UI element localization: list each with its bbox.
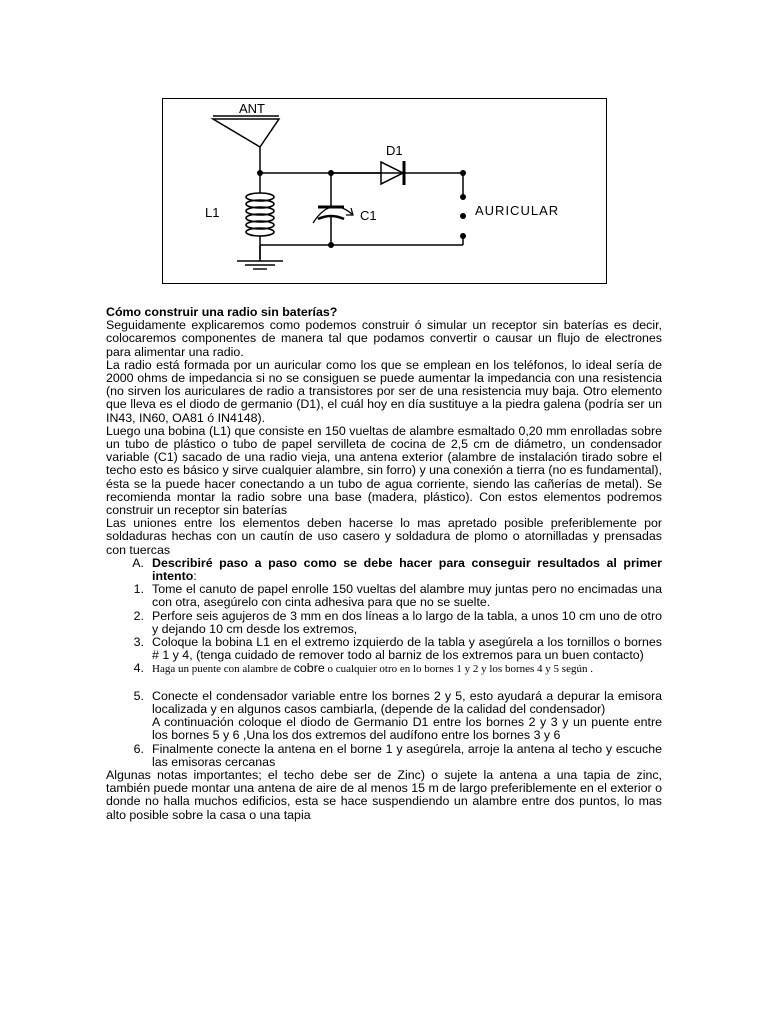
- label-c1: C1: [360, 208, 377, 223]
- step-text: Coloque la bobina L1 en el extremo izquierdo de la tabla y asegúrela a los tornillos o bornes # 1 y 4, (tenga cuidado de remover todo al barniz de los extremos para un buen contacto): [152, 635, 662, 663]
- document-title: Cómo construir una radio sin baterías?: [106, 305, 338, 319]
- step-text: Haga un puente con alambre de: [152, 663, 294, 676]
- list-marker: 2.: [133, 608, 144, 623]
- paragraph-notes: Algunas notas importantes; el techo debe ser de Zinc) o sujete la antena a una tapia de zinc, también puede montar una antena de aire de al menos 15 m de largo preferiblemente en el exterior o donde no halla muchos edificios, esta se hace suspendiendo un alambre entre dos puntos, lo mas alto posible sobre la casa o una tapia: [106, 767, 662, 822]
- list-item: [106, 743, 662, 769]
- circuit-schematic: [163, 99, 608, 285]
- step-text: o cualquier otro en lo bornes 1 y 2 y los bornes 4 y 5 según .: [324, 663, 593, 676]
- paragraph-joints: Las uniones entre los elementos deben hacerse lo mas apretado posible preferiblemente por soldaduras hechas con un cautín de uso casero y soldadura de plomo o atornilladas y prensadas con tuercas: [106, 516, 662, 557]
- step-text: Tome el canuto de papel enrolle 150 vueltas del alambre muy juntas pero no encimadas una con otra, asegúrelo con cinta adhesiva para que no se suelte.: [152, 582, 662, 610]
- paragraph-coil: Luego una bobina (L1) que consiste en 150 vueltas de alambre esmaltado 0,20 mm enrolladas sobre un tubo de plástico o tubo de papel servilleta de cocina de 2,5 cm de diámetro, un condensador variable (C1) sacado de una radio vieja, una antena exterior (alambre de instalación tirado sobre el techo esto es básico y sirve cualquier alambre, sin forro) y una conexión a tierra (no es fundamental), ésta se la puede hacer conectando a un tubo de agua corriente, siendo las cañerías de metal). Se recomienda montar la radio sobre una base (madera, plástico). Con estos elementos podremos construir un receptor sin baterías: [106, 423, 662, 518]
- list-marker: 6.: [133, 741, 144, 756]
- list-marker: 4.: [133, 661, 144, 676]
- circuit-diagram: [162, 98, 607, 284]
- list-marker: 1.: [133, 582, 144, 597]
- label-d1: D1: [386, 143, 403, 158]
- inductor-coil: [246, 193, 274, 236]
- label-auricular: AURICULAR: [475, 203, 560, 218]
- antenna-symbol: [213, 119, 279, 147]
- label-l1: L1: [205, 205, 220, 220]
- list-item-a: [106, 557, 662, 583]
- list-marker: A.: [132, 555, 144, 570]
- terminal-node: [460, 213, 466, 219]
- list-marker: 5.: [133, 688, 144, 703]
- list-item: [106, 583, 662, 609]
- list-item: [106, 610, 662, 636]
- ground-symbol: [237, 261, 283, 269]
- step-text-cobre: cobre: [293, 661, 325, 676]
- step-text: Conecte el condensador variable entre los bornes 2 y 5, esto ayudará a depurar la emisora localizada y en algunos casos cambiarla, (depende de la calidad del condensador): [152, 688, 662, 716]
- list-item-a-tail: :: [193, 569, 197, 584]
- list-marker: 3.: [133, 635, 144, 650]
- paragraph-intro: Seguidamente explicaremos como podemos construir ó simular un receptor sin baterías es decir, colocaremos componentes de manera tal que podamos convertir o causar un flujo de electrones para alimentar una radio.: [106, 318, 662, 359]
- list-item-a-bold: Describiré paso a paso como se debe hacer para conseguir resultados al primer intento: [152, 555, 662, 584]
- label-ant: ANT: [239, 101, 265, 116]
- terminal-node: [460, 194, 466, 200]
- list-item: [106, 690, 662, 716]
- list-item: [106, 636, 662, 662]
- list-item: [106, 662, 662, 676]
- step-text: Finalmente conecte la antena en el borne 1 y asegúrela, arroje la antena al techo y escuche las emisoras cercanas: [152, 741, 662, 769]
- document-body: [106, 306, 662, 822]
- step-text: Perfore seis agujeros de 3 mm en dos líneas a lo largo de la tabla, a unos 10 cm uno de otro y dejando 10 cm desde los extremos,: [152, 608, 662, 636]
- paragraph-components: La radio está formada por un auricular como los que se emplean en los teléfonos, lo ideal sería de 2000 ohms de impedancia si no se consiguen se puede aumentar la impedancia con una resistencia (no sirven los auriculares de radio a transistores por ser de una resistencia muy baja. Otro elemento que lleva es el diodo de germanio (D1), el cuál hoy en día sustituye a la piedra galena (podría ser un IN43, IN60, OA81 ó IN4148).: [106, 357, 662, 425]
- step-continuation: A continuación coloque el diodo de Germanio D1 entre los bornes 2 y 3 y un puente entre los bornes 5 y 6 ,Una los dos extremos del audífono entre los bornes 3 y 6: [152, 715, 662, 743]
